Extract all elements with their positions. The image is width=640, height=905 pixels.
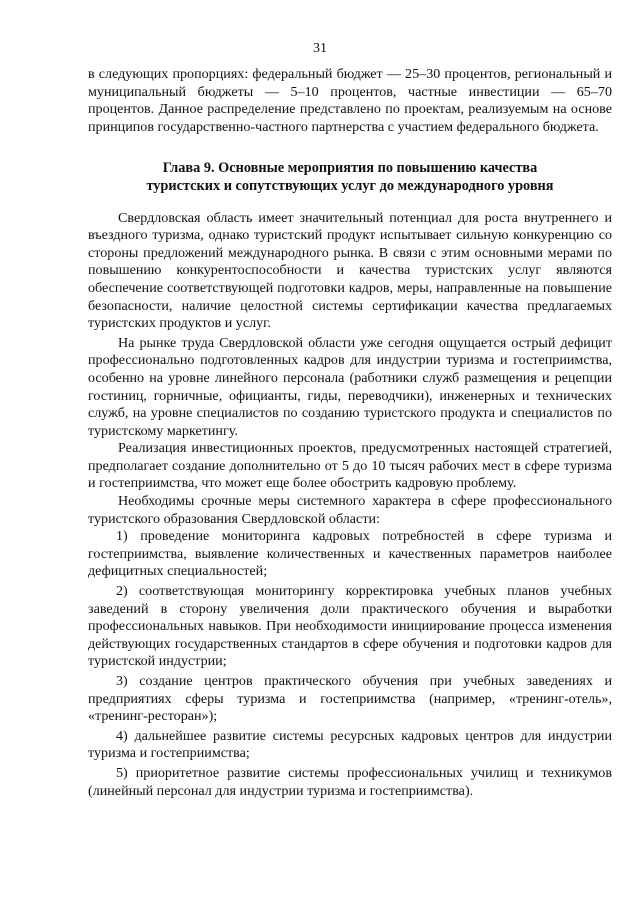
page-body bbox=[88, 66, 612, 800]
body-paragraph: На рынке труда Свердловской области уже сегодня ощущается острый дефицит профессионально подготовленных кадров для индустрии туризма и гостеприимства, особенно на уровне линейного персонала (работники служб размещения и рецепции гостиниц, горничные, официанты, гиды, переводчики), инженерных и технических служб, на уровне специалистов по созданию туристского продукта и специалистов по туристскому маркетингу. bbox=[88, 334, 612, 439]
body-paragraph: Необходимы срочные меры системного характера в сфере профессионального туристского образования Свердловской области: bbox=[88, 493, 612, 527]
body-paragraph: Реализация инвестиционных проектов, предусмотренных настоящей стратегией, предполагает создание дополнительно от 5 до 10 тысяч рабочих мест в сфере туризма и гостеприимства, что может еще более обострить кадровую проблему. bbox=[88, 440, 612, 492]
list-item: 1) проведение мониторинга кадровых потребностей в сфере туризма и гостеприимства, выявление количественных и качественных параметров наиболее дефицитных специальностей; bbox=[88, 528, 612, 580]
intro-paragraph: в следующих пропорциях: федеральный бюджет — 25–30 процентов, региональный и муниципальный бюджеты — 5–10 процентов, частные инвестиции — 65–70 процентов. Данное распределение представлено по проектам, реализуемым на основе принципов государственно-частного партнерства с участием федерального бюджета. bbox=[88, 66, 612, 135]
chapter-heading-line-1: Глава 9. Основные мероприятия по повышению качества bbox=[162, 160, 538, 177]
page-number: 31 bbox=[313, 41, 327, 56]
list-item: 4) дальнейшее развитие системы ресурсных кадровых центров для индустрии туризма и гостеприимства; bbox=[88, 727, 612, 762]
body-paragraph: Свердловская область имеет значительный потенциал для роста внутреннего и въездного туризма, однако туристский продукт испытывает сильную конкуренцию со стороны предложений международного рынка. В связи с этим основными мерами по повышению конкурентоспособности и качества туристских услуг являются обеспечение соответствующей подготовки кадров, меры, направленные на повышение безопасности, наличие целостной системы сертификации качества предлагаемых туристских продуктов и услуг. bbox=[88, 209, 612, 332]
list-item: 5) приоритетное развитие системы профессиональных училищ и техникумов (линейный персонал для индустрии туризма и гостеприимства). bbox=[88, 764, 612, 799]
list-item: 2) соответствующая мониторингу корректировка учебных планов учебных заведений в сторону увеличения доли практического обучения и выработки профессиональных навыков. При необходимости инициирование процесса изменения действующих государственных стандартов в сфере обучения и подготовки кадров для туристской индустрии; bbox=[88, 583, 612, 670]
chapter-heading bbox=[88, 160, 612, 195]
list-item: 3) создание центров практического обучения при учебных заведениях и предприятиях сферы туризма и гостеприимства (например, «тренинг-отель», «тренинг-ресторан»); bbox=[88, 673, 612, 725]
chapter-heading-line-2: туристских и сопутствующих услуг до международного уровня bbox=[146, 177, 554, 194]
